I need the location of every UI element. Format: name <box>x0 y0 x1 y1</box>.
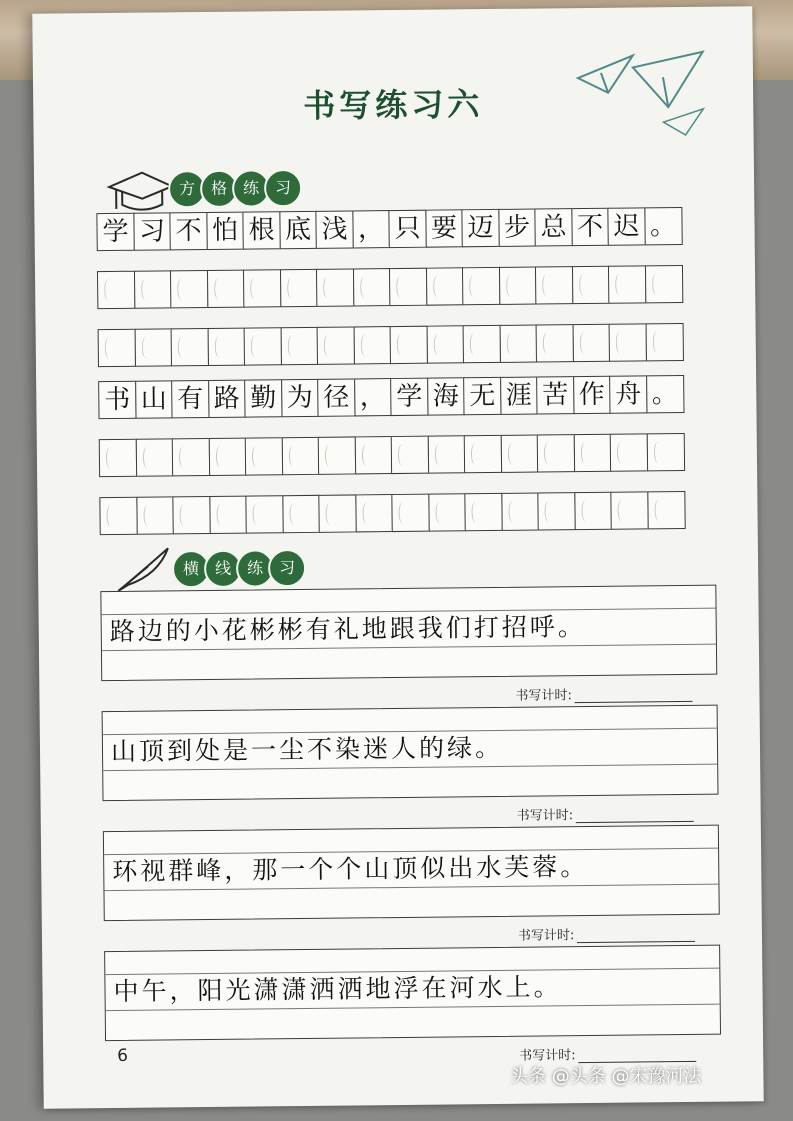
section-label-char: 格 <box>200 170 238 208</box>
grid-cell-blank <box>206 270 244 308</box>
grid-cell-char: 径 <box>317 378 355 416</box>
timer-label: 书写计时: <box>515 688 572 704</box>
grid-cell-blank <box>610 433 648 471</box>
grid-cell-blank <box>354 436 392 474</box>
grid-row <box>98 375 682 419</box>
grid-cell-blank <box>318 494 356 532</box>
watermark-text: 头条 @头条 @宋豫河法 <box>510 1066 702 1087</box>
grid-row <box>99 433 683 477</box>
grid-cell-blank <box>571 266 609 304</box>
exercise-sentence: 中午，阳光潇潇洒洒地浮在河水上。 <box>113 972 562 1007</box>
grid-cell-blank <box>208 438 246 476</box>
grid-cell-blank <box>282 495 320 533</box>
grid-cell-char: 习 <box>133 212 171 250</box>
timer-blank <box>577 929 695 943</box>
grid-cell-char: 迟 <box>607 207 645 245</box>
grid-cell-blank <box>608 265 646 303</box>
exercise-sentence: 山顶到处是一尘不染迷人的绿。 <box>110 732 504 767</box>
grid-cell-blank <box>390 326 428 364</box>
grid-cell-blank <box>281 437 319 475</box>
section-label-char: 练 <box>232 169 270 207</box>
grid-cell-blank <box>427 435 465 473</box>
grid-cell-blank <box>316 268 354 306</box>
grid-cell-blank <box>500 435 538 473</box>
grid-cell-blank <box>610 491 648 529</box>
line-exercise-box <box>104 945 721 1041</box>
workbook-page <box>32 6 763 1108</box>
grid-cell-blank <box>171 328 209 366</box>
grid-cell-char: 。 <box>644 207 682 245</box>
grid-cell-blank <box>646 433 684 471</box>
timer-blank <box>576 809 694 823</box>
grid-cell-char: 涯 <box>500 377 538 415</box>
grid-cell-char: 有 <box>171 380 209 418</box>
grid-cell-blank <box>537 492 575 530</box>
section-label-char: 横 <box>172 550 210 588</box>
grid-cell-char: 底 <box>279 211 317 249</box>
grid-cell-char: 学 <box>96 213 134 251</box>
grid-cell-blank <box>99 497 137 535</box>
grid-cell-blank <box>645 323 683 361</box>
grid-cell-char: 勤 <box>244 379 282 417</box>
grid-row <box>97 265 681 309</box>
section-label-char: 习 <box>268 549 306 587</box>
timer-blank <box>575 689 693 703</box>
grid-cell-blank <box>609 323 647 361</box>
grid-cell-blank <box>355 494 393 532</box>
quill-feather-icon <box>108 544 179 595</box>
grid-cell-blank <box>136 496 174 534</box>
grid-cell-char: 怕 <box>206 212 244 250</box>
grid-cell-blank <box>464 435 502 473</box>
grid-cell-blank <box>463 325 501 363</box>
grid-cell-blank <box>353 326 391 364</box>
grid-cell-blank <box>572 324 610 362</box>
grid-cell-char: 浅 <box>315 210 353 248</box>
writing-timer <box>515 683 693 704</box>
timer-blank <box>579 1049 697 1063</box>
section-label-char: 习 <box>264 169 302 207</box>
grid-row <box>96 207 680 251</box>
page-title: 书写练习六 <box>303 85 484 125</box>
grid-cell-blank <box>172 438 210 476</box>
grid-cell-blank <box>134 328 172 366</box>
grid-cell-blank <box>170 270 208 308</box>
line-exercise-box <box>100 585 717 681</box>
grid-cell-char: 为 <box>281 379 319 417</box>
grid-cell-blank <box>97 271 135 309</box>
grid-cell-blank <box>98 329 136 367</box>
grid-cell-blank <box>352 268 390 306</box>
grid-cell-blank <box>317 326 355 364</box>
grid-cell-blank <box>280 327 318 365</box>
grid-cell-char: 只 <box>388 210 426 248</box>
graduation-cap-icon <box>104 164 175 215</box>
grid-cell-char: 书 <box>98 381 136 419</box>
grid-cell-blank <box>244 327 282 365</box>
section-label-char: 练 <box>236 549 274 587</box>
grid-cell-blank <box>537 434 575 472</box>
grid-cell-char: 山 <box>135 380 173 418</box>
grid-cell-blank <box>574 492 612 530</box>
grid-cell-blank <box>536 324 574 362</box>
writing-timer <box>519 1043 697 1064</box>
grid-cell-char: 海 <box>427 377 465 415</box>
grid-cell-char: 舟 <box>609 375 647 413</box>
grid-cell-char: 路 <box>208 380 246 418</box>
grid-cell-char: 不 <box>571 208 609 246</box>
section-label-char: 线 <box>204 550 242 588</box>
grid-cell-blank <box>425 267 463 305</box>
grid-cell-blank <box>426 325 464 363</box>
writing-timer <box>518 923 696 944</box>
section-line-practice-header <box>108 543 307 595</box>
grid-cell-char: 苦 <box>536 376 574 414</box>
grid-cell-blank <box>389 268 427 306</box>
grid-cell-blank <box>644 265 682 303</box>
exercise-sentence: 路边的小花彬彬有礼地跟我们打招呼。 <box>109 612 586 647</box>
grid-cell-char: 学 <box>390 378 428 416</box>
grid-cell-blank <box>391 436 429 474</box>
line-exercise-box <box>103 825 720 921</box>
grid-cell-blank <box>318 436 356 474</box>
writing-timer <box>517 803 695 824</box>
grid-row <box>99 491 683 535</box>
grid-cell-blank <box>135 438 173 476</box>
grid-cell-blank <box>535 266 573 304</box>
grid-cell-blank <box>243 269 281 307</box>
grid-cell-blank <box>462 267 500 305</box>
grid-cell-char: 根 <box>242 211 280 249</box>
grid-cell-blank <box>279 269 317 307</box>
grid-cell-char: ， <box>352 210 390 248</box>
timer-label: 书写计时: <box>517 928 575 944</box>
grid-cell-blank <box>245 495 283 533</box>
grid-cell-blank <box>498 267 536 305</box>
grid-cell-char: 迈 <box>461 209 499 247</box>
grid-cell-blank <box>501 493 539 531</box>
grid-cell-char: 总 <box>534 208 572 246</box>
section-grid-practice-header <box>104 163 303 215</box>
grid-cell-char: 步 <box>498 209 536 247</box>
grid-cell-char: 不 <box>169 212 207 250</box>
grid-cell-blank <box>207 328 245 366</box>
grid-cell-blank <box>391 494 429 532</box>
grid-cell-blank <box>172 496 210 534</box>
grid-cell-blank <box>133 270 171 308</box>
line-exercise-box <box>102 705 719 801</box>
grid-cell-char: 。 <box>646 375 684 413</box>
grid-cell-blank <box>245 437 283 475</box>
paper-airplane-icon <box>573 47 714 138</box>
grid-cell-blank <box>573 434 611 472</box>
grid-cell-blank <box>647 491 685 529</box>
section-label-char: 方 <box>168 170 206 208</box>
grid-cell-char: 作 <box>573 376 611 414</box>
grid-cell-blank <box>499 325 537 363</box>
grid-cell-char: ， <box>354 378 392 416</box>
page-number: 6 <box>117 1045 129 1066</box>
grid-cell-blank <box>99 439 137 477</box>
timer-label: 书写计时: <box>519 1048 576 1064</box>
grid-row <box>98 323 682 367</box>
timer-label: 书写计时: <box>516 808 574 824</box>
grid-cell-char: 要 <box>425 209 463 247</box>
grid-cell-blank <box>209 496 247 534</box>
grid-cell-blank <box>428 493 466 531</box>
grid-cell-char: 无 <box>463 377 501 415</box>
grid-cell-blank <box>464 493 502 531</box>
exercise-sentence: 环视群峰，那一个个山顶似出水芙蓉。 <box>112 852 589 887</box>
